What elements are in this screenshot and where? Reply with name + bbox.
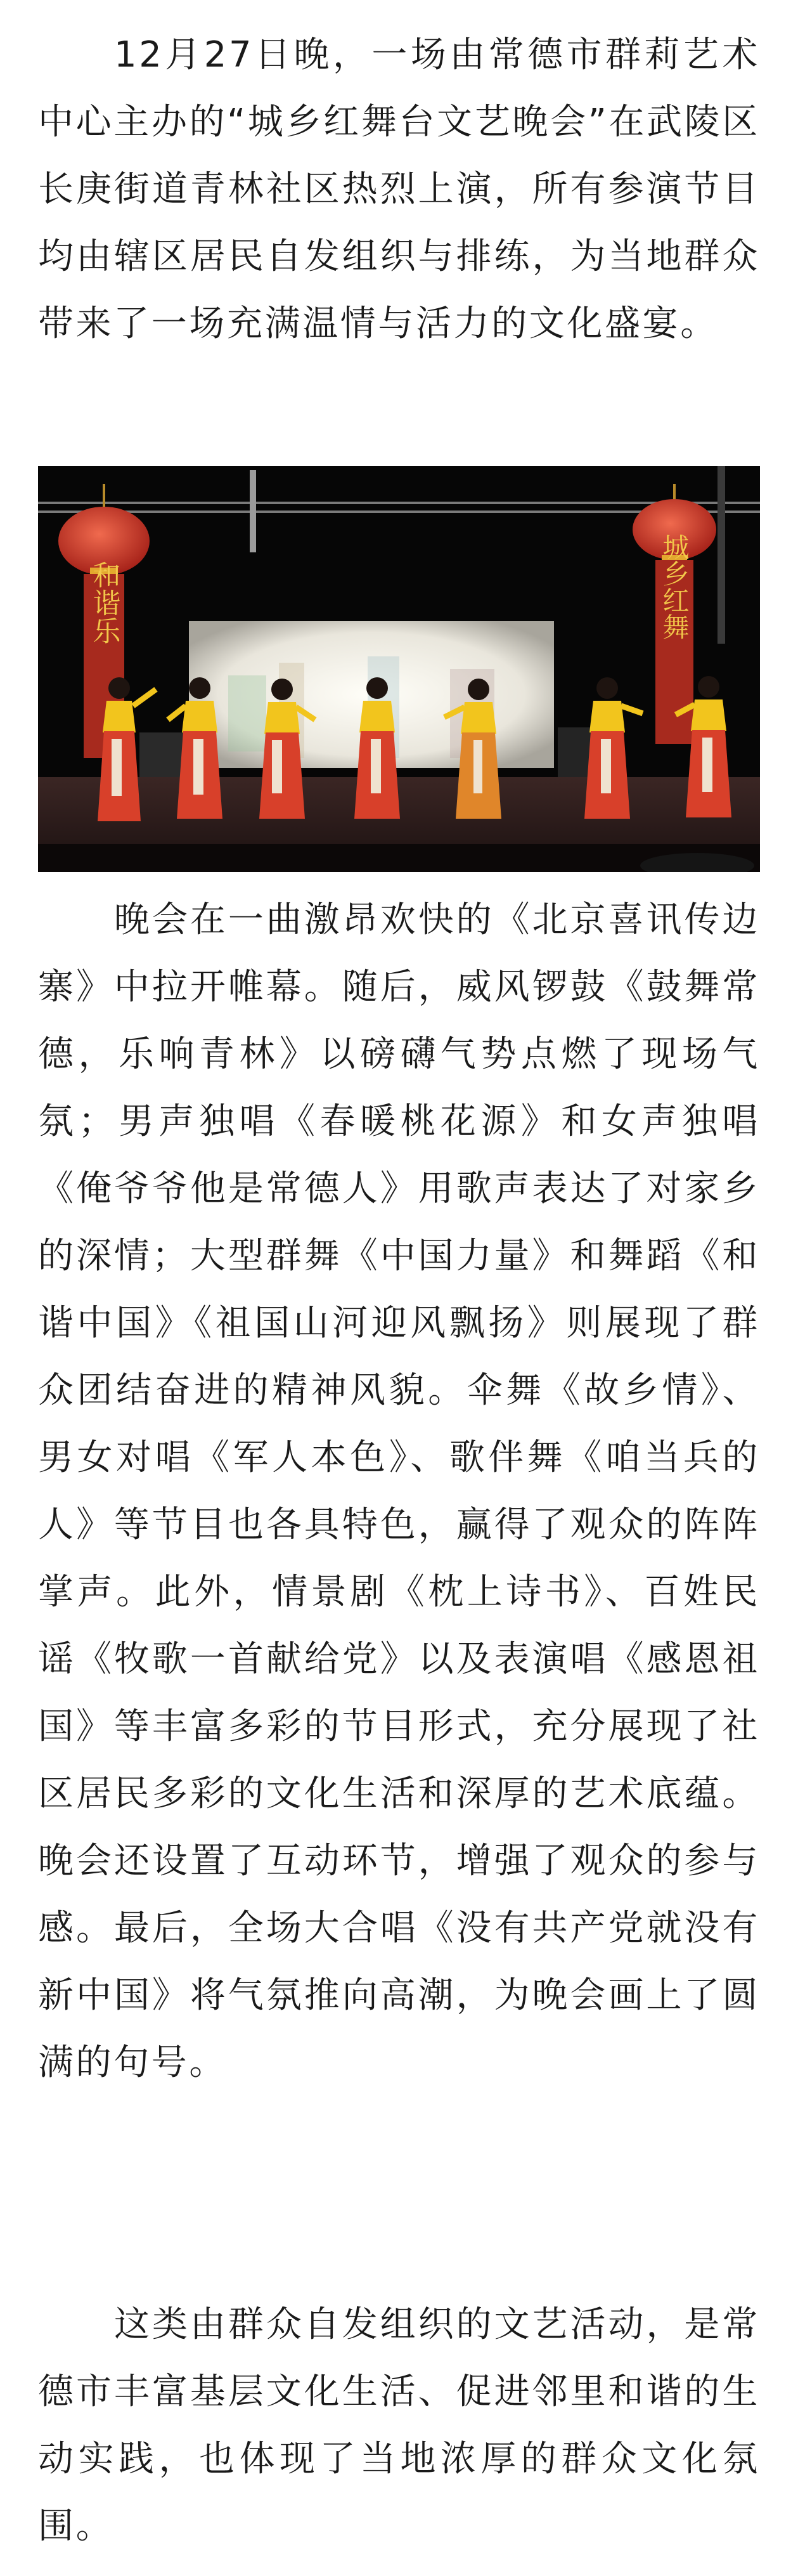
paragraph-conclusion: 这类由群众自发组织的文艺活动，是常德市丰富基层文化生活、促进邻里和谐的生动实践，也体现了当地浓厚的群众文化氛围。: [38, 2304, 760, 2547]
left-banner-text: 和谐乐: [87, 561, 120, 644]
right-banner-text: 城乡红舞: [659, 533, 690, 640]
performance-photo: [38, 466, 760, 872]
paragraph-intro: 12月27日晚，一场由常德市群莉艺术中心主办的“城乡红舞台文艺晚会”在武陵区长庚街道青林社区热烈上演，所有参演节目均由辖区居民自发组织与排练，为当地群众带来了一场充满温情与活力的文化盛宴。: [38, 34, 760, 344]
paragraph-program: 晚会在一曲激昂欢快的《北京喜讯传边寨》中拉开帷幕。随后，威风锣鼓《鼓舞常德，乐响青林》以磅礴气势点燃了现场气氛；男声独唱《春暖桃花源》和女声独唱《俺爷爷他是常德人》用歌声表达了对家乡的深情；大型群舞《中国力量》和舞蹈《和谐中国》《祖国山河迎风飘扬》则展现了群众团结奋进的精神风貌。伞舞《故乡情》、男女对唱《军人本色》、歌伴舞《咱当兵的人》等节目也各具特色，赢得了观众的阵阵掌声。此外，情景剧《枕上诗书》、百姓民谣《牧歌一首献给党》以及表演唱《感恩祖国》等丰富多彩的节目形式，充分展现了社区居民多彩的文化生活和深厚的艺术底蕴。晚会还设置了互动环节，增强了观众的参与感。最后，全场大合唱《没有共产党就没有新中国》将气氛推向高潮，为晚会画上了圆满的句号。: [38, 899, 760, 2083]
